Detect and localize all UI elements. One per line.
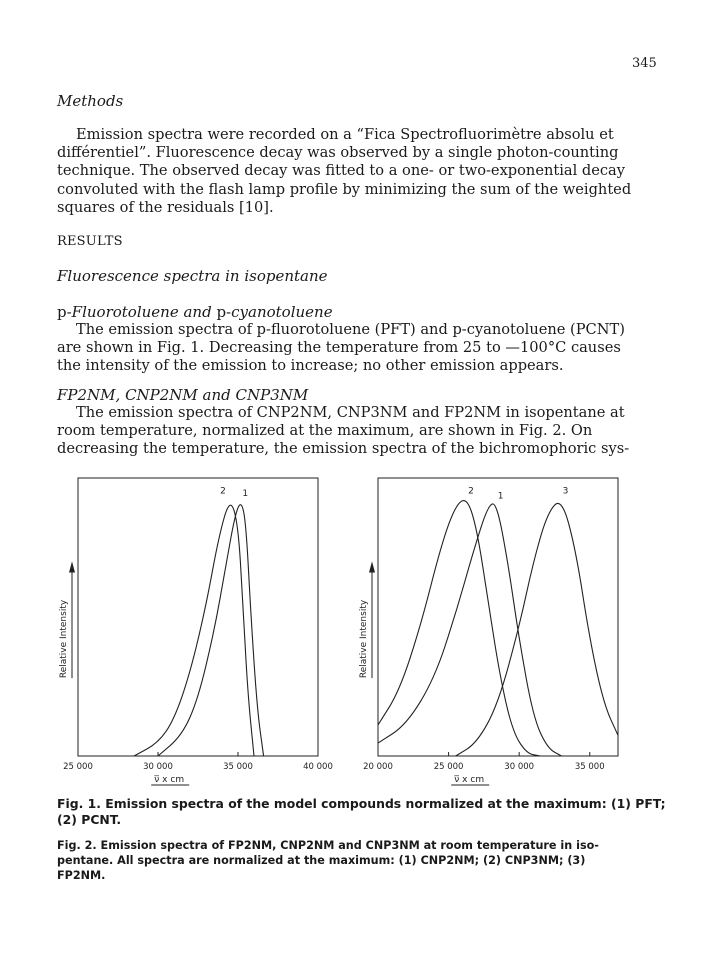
x-tick-label: 30 000 [143, 762, 173, 772]
y-axis-label: Relative Intensity [59, 599, 69, 679]
x-tick-label: 35 000 [574, 762, 605, 772]
section1-paragraph [57, 321, 677, 376]
results-subheading: Fluorescence spectra in isopentane [57, 267, 328, 285]
paragraph-line: squares of the residuals [10]. [57, 198, 274, 216]
paragraph-line: are shown in Fig. 1. Decreasing the temperature from 25 to —100°C causes [57, 339, 621, 357]
series-label-1: 1 [242, 489, 249, 500]
paragraph-line: convoluted with the flash lamp profile by minimizing the sum of the weighted [57, 180, 632, 198]
section1-title-prefix2: p- [216, 303, 232, 321]
y-axis-arrowhead [369, 561, 375, 572]
paragraph-line: différentiel”. Fluorescence decay was observed by a single photon-counting [57, 144, 619, 162]
x-tick-label: 25 000 [63, 762, 93, 772]
series-line-2 [378, 501, 540, 756]
section2-title: FP2NM, CNP2NM and CNP3NM [57, 386, 309, 404]
paragraph-line: technique. The observed decay was fitted to a one- or two-exponential decay [57, 162, 625, 180]
series-line-1 [378, 504, 562, 756]
figure-1 [50, 470, 340, 788]
page-number: 345 [632, 56, 657, 71]
series-label-2: 2 [468, 486, 474, 497]
section1-title-part1: Fluorotoluene [71, 303, 179, 321]
paragraph-line: Emission spectra were recorded on a “Fica Spectrofluorimètre absolu et [76, 126, 614, 143]
figure-2-chart [350, 470, 640, 788]
caption-line: Fig. 1. Emission spectra of the model compounds normalized at the maximum: (1) PFT; [57, 796, 666, 811]
paragraph-line: the intensity of the emission to increase; no other emission appears. [57, 357, 564, 375]
series-line-3 [456, 503, 618, 756]
paragraph-line: decreasing the temperature, the emission spectra of the bichromophoric sys- [57, 440, 630, 458]
section1-title-prefix: p- [57, 303, 72, 321]
x-tick-label: 30 000 [504, 762, 535, 772]
results-heading: RESULTS [57, 234, 123, 249]
x-tick-label: 40 000 [303, 762, 333, 772]
x-axis-label: ν̅ x cm [154, 775, 185, 785]
series-label-1: 1 [497, 491, 504, 502]
figure-1-caption [57, 796, 677, 828]
figure-2-caption [57, 838, 677, 883]
y-axis-arrowhead [69, 561, 75, 572]
caption-line: FP2NM. [57, 869, 106, 882]
methods-heading: Methods [57, 92, 124, 110]
series-label-3: 3 [562, 486, 569, 497]
x-tick-label: 25 000 [433, 762, 464, 772]
figure-1-chart [50, 470, 340, 788]
caption-line: pentane. All spectra are normalized at the maximum: (1) CNP2NM; (2) CNP3NM; (3) [57, 854, 586, 867]
x-tick-label: 35 000 [223, 762, 253, 772]
plot-frame [78, 478, 318, 756]
figure-2 [350, 470, 640, 788]
caption-line: Fig. 2. Emission spectra of FP2NM, CNP2NM and CNP3NM at room temperature in iso- [57, 839, 599, 852]
section1-title [57, 303, 333, 321]
series-label-2: 2 [220, 486, 226, 497]
x-tick-label: 20 000 [363, 762, 393, 772]
section1-title-and: and [178, 303, 217, 321]
paragraph-line: room temperature, normalized at the maximum, are shown in Fig. 2. On [57, 422, 593, 440]
caption-line: (2) PCNT. [57, 812, 122, 827]
paragraph-line: The emission spectra of p-fluorotoluene (PFT) and p-cyanotoluene (PCNT) [76, 321, 625, 338]
paragraph-line: The emission spectra of CNP2NM, CNP3NM and FP2NM in isopentane at [76, 404, 625, 421]
series-line-2 [134, 505, 254, 756]
plot-frame [378, 478, 618, 756]
y-axis-label: Relative Intensity [359, 599, 369, 679]
methods-paragraph [57, 126, 677, 217]
section2-paragraph [57, 404, 677, 459]
section1-title-part2: cyanotoluene [231, 303, 333, 321]
x-axis-label: ν̅ x cm [454, 775, 485, 785]
